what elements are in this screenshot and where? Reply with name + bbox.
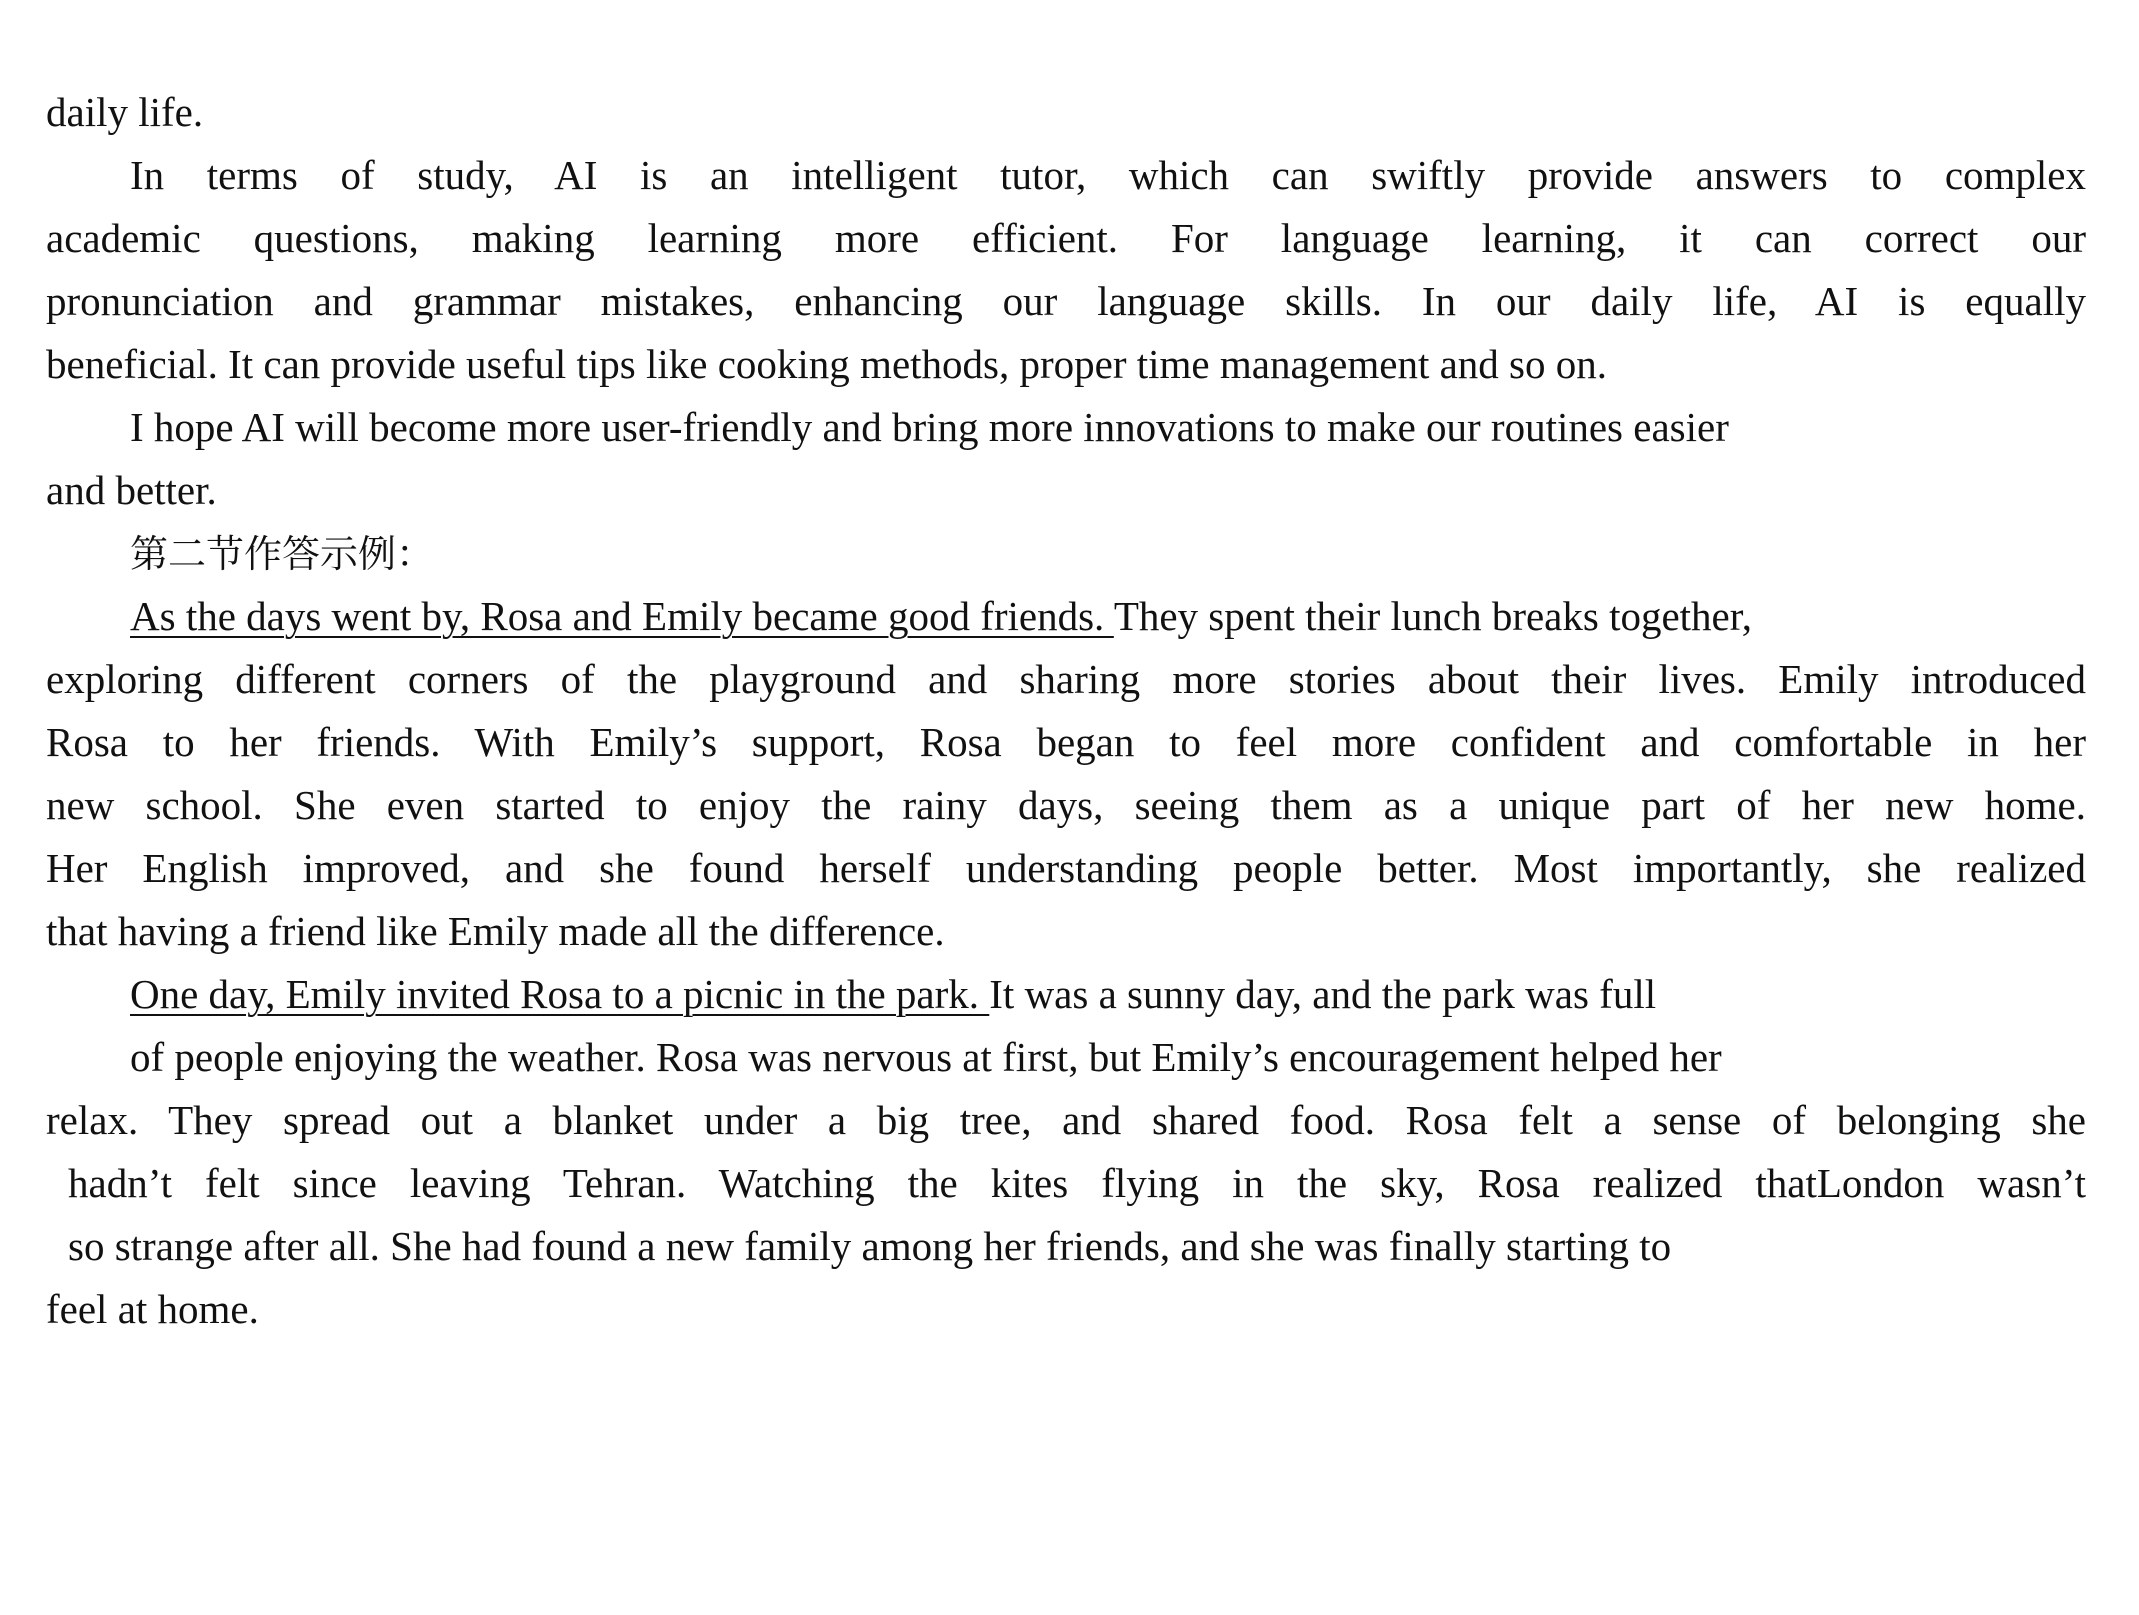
underlined-opening-sentence: One day, Emily invited Rosa to a picnic in the park. xyxy=(130,971,990,1017)
paragraph-line xyxy=(46,1278,2086,1341)
paragraph-line xyxy=(46,774,2086,837)
line-text: Her English improved, and she found herself understanding people better. Most importantly, she realized xyxy=(46,845,2086,891)
line-text: that having a friend like Emily made all the difference. xyxy=(46,908,945,954)
line-text: daily life. xyxy=(46,89,204,135)
underlined-opening-sentence: As the days went by, Rosa and Emily became good friends. xyxy=(130,593,1114,639)
line-text: hadn’t felt since leaving Tehran. Watching the kites flying in the sky, Rosa realized thatLondon wasn’t xyxy=(68,1160,2086,1206)
paragraph-line xyxy=(130,963,2086,1026)
paragraph-line xyxy=(130,396,2086,459)
section-heading xyxy=(130,522,2086,586)
line-text: so strange after all. She had found a new family among her friends, and she was finally starting to xyxy=(68,1223,1672,1269)
paragraph-line xyxy=(130,1026,2086,1089)
line-text: feel at home. xyxy=(46,1286,259,1332)
paragraph-line xyxy=(46,459,2086,522)
paragraph-line xyxy=(68,1152,2086,1215)
paragraph-line xyxy=(46,333,2086,396)
paragraph-line xyxy=(46,900,2086,963)
line-text: Rosa to her friends. With Emily’s support, Rosa began to feel more confident and comfortable in her xyxy=(46,719,2086,765)
paragraph-line xyxy=(130,585,2086,648)
line-text: It was a sunny day, and the park was full xyxy=(989,971,1657,1017)
paragraph-line xyxy=(46,711,2086,774)
paragraph-line xyxy=(68,1215,2086,1278)
line-text: academic questions, making learning more efficient. For language learning, it can correct our xyxy=(46,215,2086,261)
paragraph-line xyxy=(46,648,2086,711)
line-text: They spent their lunch breaks together, xyxy=(1113,593,1753,639)
line-text: new school. She even started to enjoy the rainy days, seeing them as a unique part of her new home. xyxy=(46,782,2086,828)
paragraph-line xyxy=(46,837,2086,900)
line-text: and better. xyxy=(46,467,217,513)
line-text: I hope AI will become more user-friendly and bring more innovations to make our routines easier xyxy=(130,404,1729,450)
line-text: pronunciation and grammar mistakes, enhancing our language skills. In our daily life, AI is equally xyxy=(46,278,2086,324)
paragraph-line xyxy=(46,1089,2086,1152)
line-text: relax. They spread out a blanket under a big tree, and shared food. Rosa felt a sense of belonging she xyxy=(46,1097,2086,1143)
paragraph-line xyxy=(46,207,2086,270)
line-text: exploring different corners of the playground and sharing more stories about their lives. Emily introduced xyxy=(46,656,2086,702)
paragraph-line xyxy=(46,81,2086,144)
line-text: beneficial. It can provide useful tips like cooking methods, proper time management and so on. xyxy=(46,341,1607,387)
paragraph-line xyxy=(130,144,2086,207)
line-text: In terms of study, AI is an intelligent tutor, which can swiftly provide answers to complex xyxy=(130,152,2086,198)
section-heading-text: 第二节作答示例： xyxy=(130,532,435,576)
line-text: of people enjoying the weather. Rosa was nervous at first, but Emily’s encouragement helped her xyxy=(130,1034,1722,1080)
paragraph-line xyxy=(46,270,2086,333)
